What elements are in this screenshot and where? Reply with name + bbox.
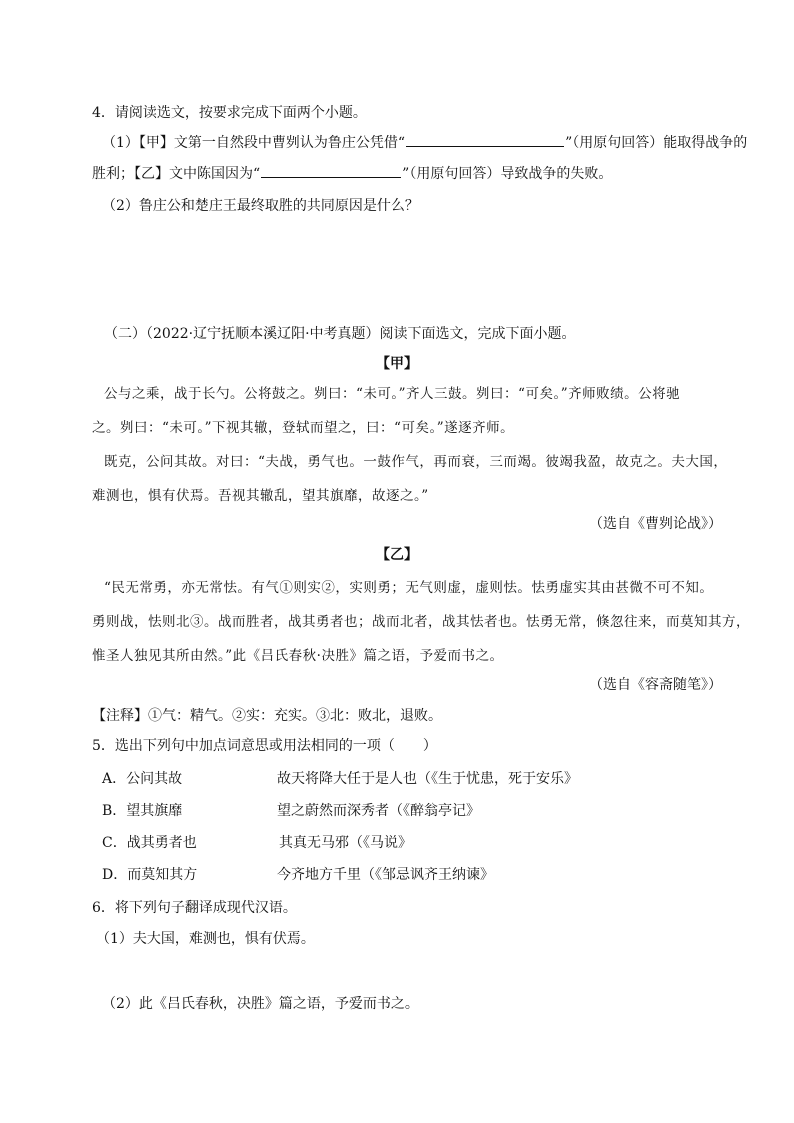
option-left: B．望其旗靡 (102, 803, 183, 819)
q5-option-a[interactable] (102, 769, 702, 789)
q4-part1-text-c: 胜利；【乙】文中陈国因为“ (92, 166, 261, 182)
passage-yi-source: （选自《容斋随笔》） (589, 677, 722, 693)
section2-heading: （二）（2022·辽宁抚顺本溪辽阳·中考真题）阅读下面选文，完成下面小题。 (104, 326, 576, 342)
notes: 【注释】①气：精气。②实：充实。③北：败北，退败。 (92, 708, 442, 724)
option-left: D．而莫知其方 (102, 867, 198, 883)
q4-part1-text-a: （1）【甲】文第一自然段中曹刿认为鲁庄公凭借“ (102, 135, 406, 151)
passage-jia-source: （选自《曹刿论战》） (589, 516, 722, 532)
option-left: C．战其勇者也 (102, 835, 197, 851)
passage-jia-line: 难测也，惧有伏焉。吾视其辙乱，望其旗靡，故逐之。” (92, 488, 429, 504)
option-right: 其真无马邪（《马说》 (279, 835, 412, 851)
q4-part1-text-d: ”（用原句回答）导致战争的失败。 (402, 166, 613, 182)
passage-yi-line: 惟圣人独见其所由然。”此《吕氏春秋·决胜》篇之语，予爱而书之。 (92, 648, 504, 664)
q4-part2: （2）鲁庄公和楚庄王最终取胜的共同原因是什么？ (102, 198, 419, 214)
passage-yi-title: 【乙】 (376, 547, 418, 563)
q4-part1-line2 (92, 163, 612, 184)
q6-sentence-1: （1）夫大国，难测也，惧有伏焉。 (96, 931, 315, 947)
q4-intro: 4．请阅读选文，按要求完成下面两个小题。 (92, 105, 367, 121)
q6-stem: 6．将下列句子翻译成现代汉语。 (92, 900, 297, 916)
passage-jia-title: 【甲】 (376, 356, 418, 372)
answer-blank-1[interactable] (406, 132, 564, 147)
option-left: A．公问其故 (102, 771, 183, 787)
passage-jia-line: 公与之乘，战于长勺。公将鼓之。刿曰：“未可。”齐人三鼓。刿曰：“可矣。”齐师败绩。公将驰 (104, 386, 681, 402)
q5-option-b[interactable] (102, 801, 702, 821)
q5-option-d[interactable] (102, 865, 702, 885)
q4-part1-text-b: ”（用原句回答）能取得战争的 (565, 135, 748, 151)
q5-stem: 5．选出下列句中加点词意思或用法相同的一项（ ） (92, 738, 437, 754)
passage-jia-line: 之。刿曰：“未可。”下视其辙，登轼而望之，曰：“可矣。”遂逐齐师。 (92, 420, 515, 436)
option-right: 故天将降大任于是人也（《生于忧患，死于安乐》 (277, 771, 578, 787)
q5-option-c[interactable] (102, 833, 702, 853)
q4-part1-line1 (102, 132, 747, 153)
q6-sentence-2: （2）此《吕氏春秋，决胜》篇之语，予爱而书之。 (102, 996, 419, 1012)
answer-blank-2[interactable] (261, 163, 401, 178)
passage-yi-line: 勇则战，怯则北③。战而胜者，战其勇者也；战而北者，战其怯者也。怯勇无常，倏忽往来，而莫知其方， (92, 614, 750, 630)
option-right: 今齐地方千里（《邹忌讽齐王纳谏》 (277, 867, 494, 883)
passage-jia-line: 既克，公问其故。对曰：“夫战，勇气也。一鼓作气，再而衰，三而竭。彼竭我盈，故克之。夫大国， (104, 454, 728, 470)
option-right: 望之蔚然而深秀者（《醉翁亭记》 (277, 803, 480, 819)
passage-yi-line: “民无常勇，亦无常怯。有气①则实②，实则勇；无气则虚，虚则怯。怯勇虚实其由甚微不可不知。 (104, 580, 714, 596)
